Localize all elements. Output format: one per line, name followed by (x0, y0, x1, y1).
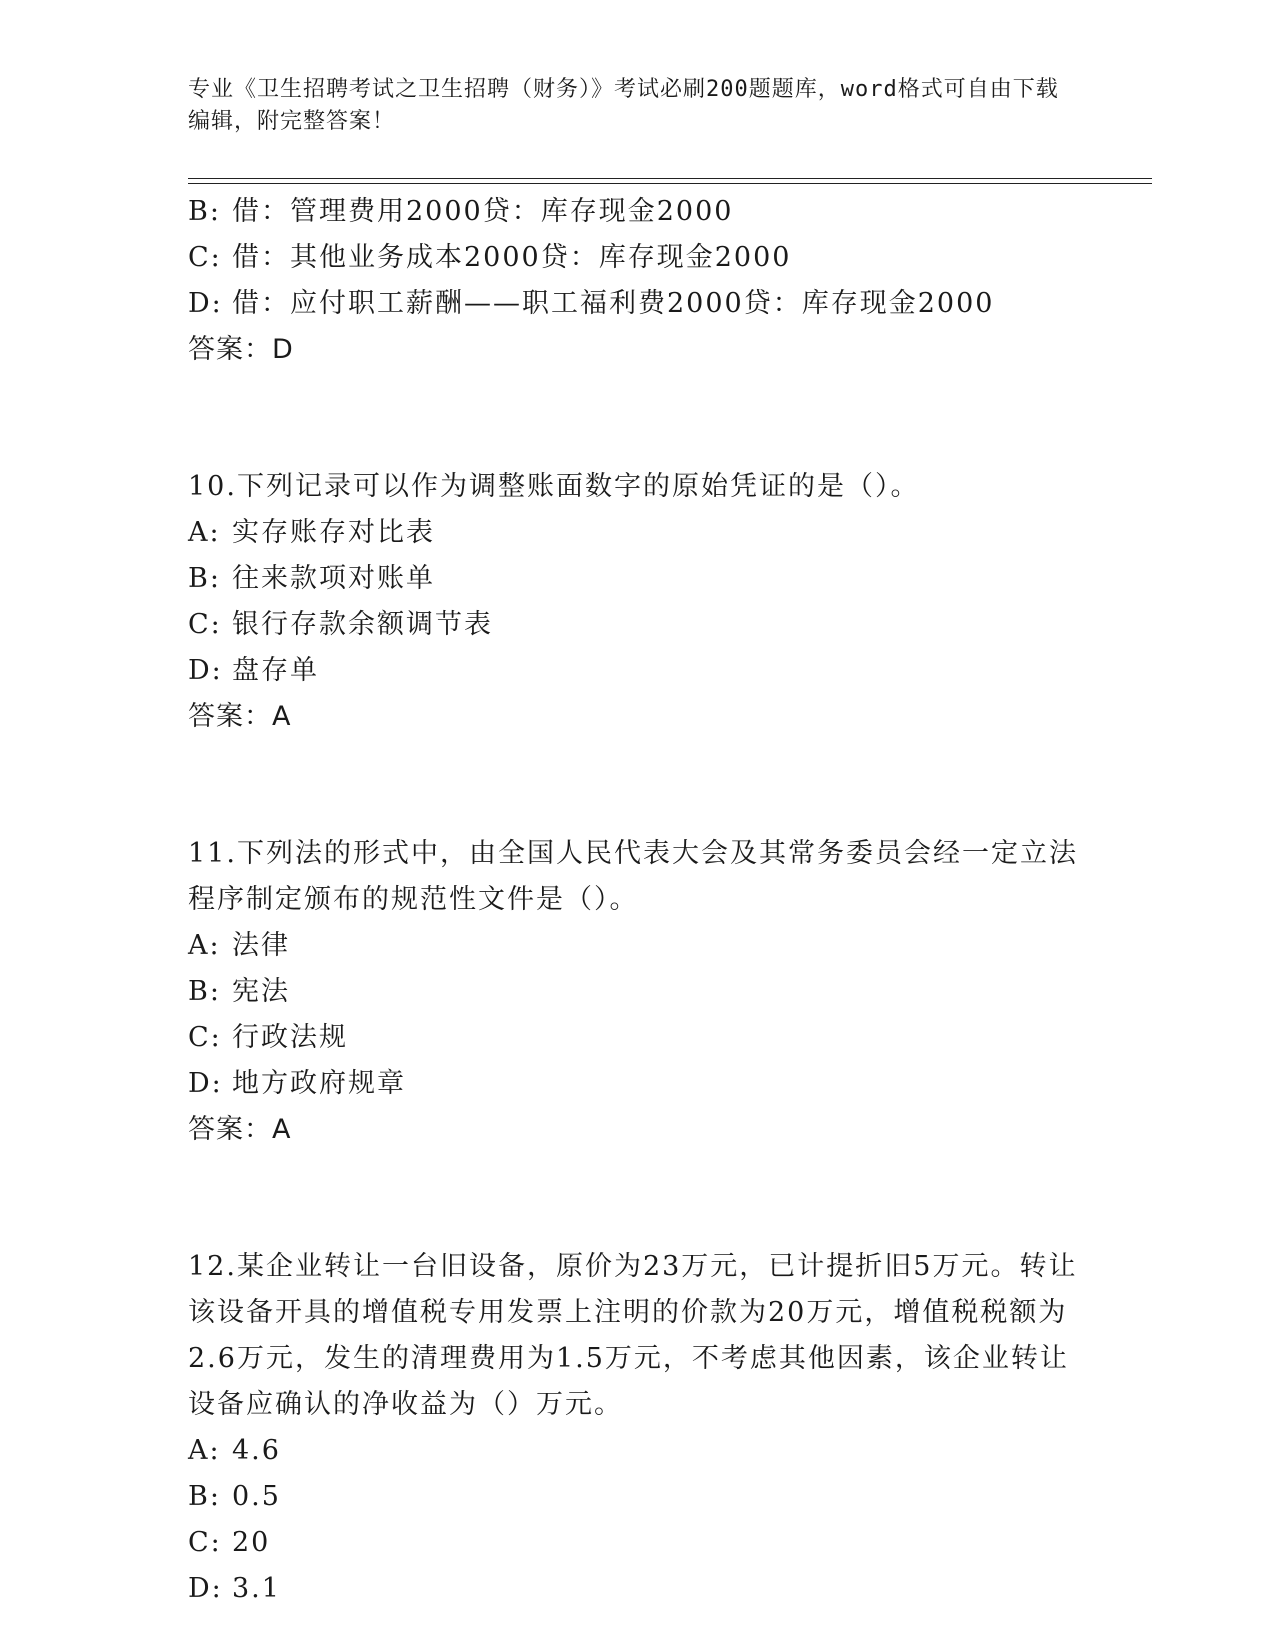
option-a: A: 实存账存对比表 (188, 517, 435, 548)
question-10 (188, 464, 1088, 740)
question-12 (188, 1244, 1088, 1612)
option-d: D: 借：应付职工薪酬——职工福利费2000贷：库存现金2000 (188, 288, 995, 319)
option-b: B: 0.5 (188, 1481, 281, 1512)
option-c: C: 借：其他业务成本2000贷：库存现金2000 (188, 242, 792, 273)
option-d: D: 3.1 (188, 1573, 281, 1604)
option-c: C: 银行存款余额调节表 (188, 609, 493, 640)
option-b: B: 借：管理费用2000贷：库存现金2000 (188, 196, 734, 227)
option-d: D: 盘存单 (188, 655, 319, 686)
option-a: A: 4.6 (188, 1435, 281, 1466)
answer: 答案：D (188, 334, 294, 365)
header-rule-bottom (188, 183, 1152, 184)
option-d: D: 地方政府规章 (188, 1068, 406, 1099)
question-11 (188, 831, 1088, 1153)
question-stem: 12.某企业转让一台旧设备，原价为23万元，已计提折旧5万元。转让该设备开具的增值税专用发票上注明的价款为20万元，增值税税额为2.6万元，发生的清理费用为1.5万元，不考虑其他因素，该企业转让设备应确认的净收益为（）万元。 (188, 1251, 1078, 1420)
option-a: A: 法律 (188, 930, 290, 961)
option-b: B: 往来款项对账单 (188, 563, 435, 594)
question-stem: 11.下列法的形式中，由全国人民代表大会及其常务委员会经一定立法程序制定颁布的规范性文件是（）。 (188, 838, 1078, 915)
question-stem: 10.下列记录可以作为调整账面数字的原始凭证的是（）。 (188, 471, 920, 502)
question-body (188, 189, 1088, 1612)
option-b: B: 宪法 (188, 976, 290, 1007)
document-header: 专业《卫生招聘考试之卫生招聘（财务）》考试必刷200题题库，word格式可自由下载编辑，附完整答案！ (188, 77, 1059, 134)
answer: 答案：A (188, 1114, 292, 1145)
option-c: C: 20 (188, 1527, 271, 1558)
answer: 答案：A (188, 701, 292, 732)
option-c: C: 行政法规 (188, 1022, 348, 1053)
header-rule-top (188, 178, 1152, 179)
question-9-continued (188, 189, 1088, 373)
